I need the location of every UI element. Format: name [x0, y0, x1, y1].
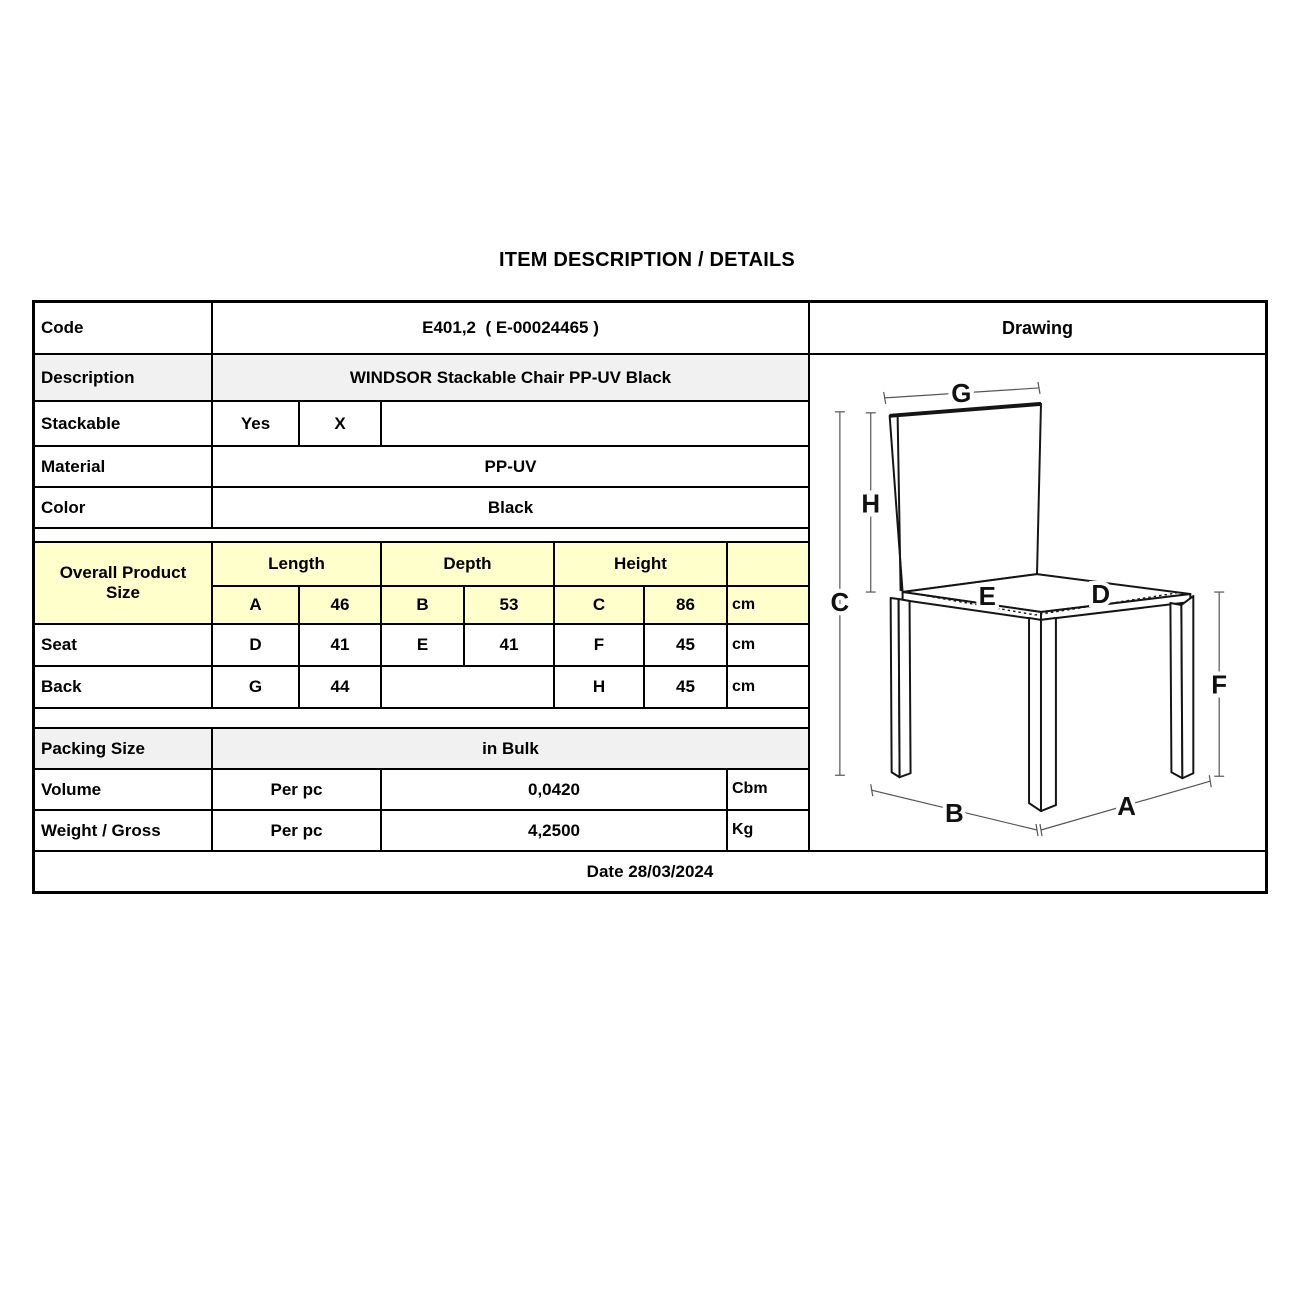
- page-title: ITEM DESCRIPTION / DETAILS: [499, 249, 795, 271]
- seat-e-key: E: [380, 623, 463, 665]
- overall-c-key: C: [553, 585, 643, 623]
- size-header-empty: [726, 541, 808, 585]
- overall-a-value: 46: [298, 585, 380, 623]
- weight-per-pc: Per pc: [211, 809, 380, 850]
- dim-label-e: E: [978, 582, 996, 611]
- overall-a-key: A: [211, 585, 298, 623]
- back-h-value: 45: [643, 665, 726, 707]
- packing-label: Packing Size: [35, 727, 211, 768]
- back-h-key: H: [553, 665, 643, 707]
- volume-value: 0,0420: [380, 768, 726, 809]
- stackable-label: Stackable: [35, 400, 211, 445]
- spacer-row: [35, 527, 808, 541]
- code-label: Code: [41, 318, 84, 338]
- back-g-key: G: [211, 665, 298, 707]
- dim-label-h: H: [861, 490, 881, 519]
- dim-label-d: D: [1091, 580, 1111, 609]
- description-value: WINDSOR Stackable Chair PP-UV Black: [211, 353, 808, 400]
- back-g-value: 44: [298, 665, 380, 707]
- size-header-length: Length: [211, 541, 380, 585]
- dim-label-g: G: [951, 379, 972, 408]
- overall-unit: cm: [726, 585, 808, 623]
- size-header-height: Height: [553, 541, 726, 585]
- size-section-label: Overall Product Size: [35, 541, 211, 623]
- dim-label-f: F: [1211, 671, 1228, 700]
- spec-table: [32, 300, 1268, 894]
- dim-label-b: B: [945, 800, 964, 829]
- seat-f-value: 45: [643, 623, 726, 665]
- overall-b-value: 53: [463, 585, 553, 623]
- back-label: Back: [35, 665, 211, 707]
- material-value: PP-UV: [211, 445, 808, 486]
- date-row: Date 28/03/2024: [35, 850, 1265, 891]
- color-value: Black: [211, 486, 808, 527]
- seat-d-key: D: [211, 623, 298, 665]
- dim-label-a: A: [1117, 793, 1136, 822]
- volume-per-pc: Per pc: [211, 768, 380, 809]
- stackable-option: Yes: [211, 400, 298, 445]
- description-label: Description: [35, 353, 211, 400]
- material-label: Material: [35, 445, 211, 486]
- overall-b-key: B: [380, 585, 463, 623]
- chair-outline: [890, 404, 1194, 811]
- color-label: Color: [35, 486, 211, 527]
- spacer-row-2: [35, 707, 808, 727]
- chair-drawing-svg: [810, 355, 1265, 850]
- back-empty-cell: [380, 665, 553, 707]
- chair-drawing: [808, 353, 1265, 850]
- back-unit: cm: [726, 665, 808, 707]
- seat-label: Seat: [35, 623, 211, 665]
- volume-unit: Cbm: [726, 768, 808, 809]
- weight-unit: Kg: [726, 809, 808, 850]
- weight-label: Weight / Gross: [35, 809, 211, 850]
- weight-value: 4,2500: [380, 809, 726, 850]
- overall-c-value: 86: [643, 585, 726, 623]
- drawing-header: Drawing: [808, 303, 1265, 353]
- dim-label-c: C: [830, 588, 850, 617]
- size-header-depth: Depth: [380, 541, 553, 585]
- seat-d-value: 41: [298, 623, 380, 665]
- seat-e-value: 41: [463, 623, 553, 665]
- stackable-mark: X: [298, 400, 380, 445]
- seat-unit: cm: [726, 623, 808, 665]
- stackable-empty-cell: [380, 400, 808, 445]
- volume-label: Volume: [35, 768, 211, 809]
- packing-value: in Bulk: [211, 727, 808, 768]
- seat-f-key: F: [553, 623, 643, 665]
- code-value: E401,2 ( E-00024465 ): [211, 303, 808, 353]
